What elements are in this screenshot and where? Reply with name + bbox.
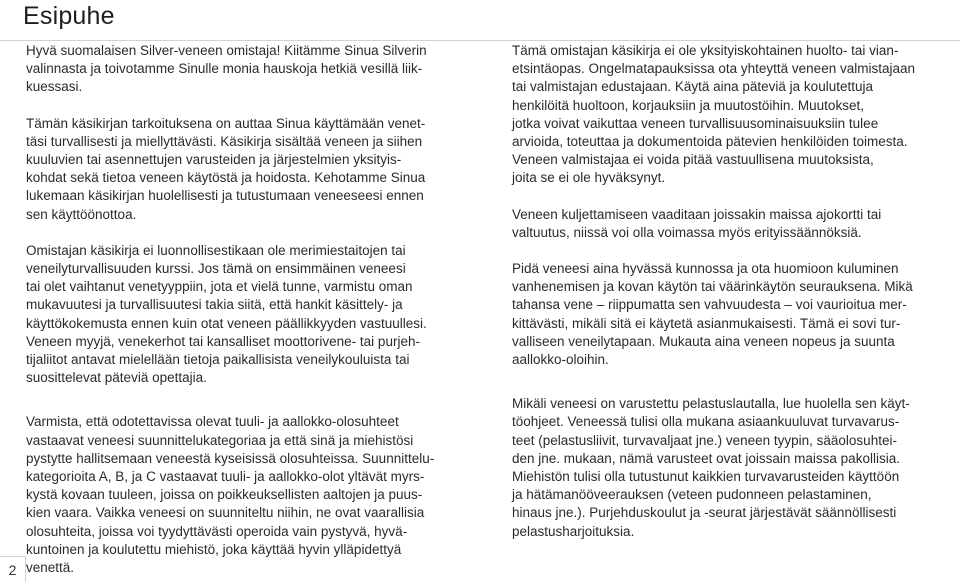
- text-line: tai valmistajan edustajaan. Käytä aina päteviä ja koulutettuja: [512, 79, 873, 95]
- text-line: tai olet vaihtanut venetyyppiin, jota et vielä tunne, varmistu oman: [26, 279, 413, 295]
- text-line: sen käyttöönottoa.: [26, 206, 137, 222]
- paragraph-safety-equipment: [512, 395, 960, 541]
- paragraph-condition: [512, 260, 960, 369]
- text-line: kategorioita A, B, ja C vastaavat tuuli- ja aallokko-olot yltävät myrs-: [26, 469, 425, 485]
- right-column: [512, 42, 960, 541]
- text-line: valinnasta ja toivotamme Sinulle monia hauskoja hetkiä vesillä liik-: [26, 61, 423, 77]
- text-line: ja hätämanööveerauksen (veteen pudonneen pelastaminen,: [512, 487, 872, 503]
- text-line: Tämän käsikirjan tarkoituksena on auttaa Sinua käyttämään venet-: [26, 115, 426, 131]
- paragraph-training: [26, 242, 478, 388]
- text-line: pelastusharjoituksia.: [512, 523, 635, 539]
- text-line: täsi turvallisesti ja miellyttävästi. Käsikirja sisältää veneen ja siihen: [26, 133, 423, 149]
- text-line: valtuutus, niissä voi olla voimassa myös erityissäännöksiä.: [512, 224, 862, 240]
- page-header: [0, 0, 960, 41]
- text-line: kuntoinen ja koulutettu miehistö, joka käyttää hyvin ylläpidettyä: [26, 541, 402, 557]
- text-line: joita se ei ole hyväksynyt.: [512, 170, 666, 186]
- text-line: aallokko-oloihin.: [512, 352, 609, 368]
- text-line: suosittelevat päteviä opettajia.: [26, 370, 207, 386]
- page-number: 2: [0, 556, 26, 582]
- text-line: veneilyturvallisuuden kurssi. Jos tämä on ensimmäinen veneesi: [26, 261, 406, 277]
- text-line: tahansa vene – riippumatta sen vahvuudesta – voi vaurioitua mer-: [512, 297, 907, 313]
- text-line: kittävästi, mikäli sitä ei käytetä asianmukaisesti. Tämä ei sovi tur-: [512, 315, 901, 331]
- text-line: kuessasi.: [26, 79, 83, 95]
- paragraph-design-category: [26, 413, 478, 577]
- text-line: jotka voivat vaikuttaa veneen turvallisuusominaisuuksiin tulee: [512, 115, 879, 131]
- text-line: Veneen myyjä, venekerhot tai kansalliset moottorivene- tai purjeh-: [26, 333, 420, 349]
- paragraph-maintenance: [512, 42, 960, 188]
- left-column: [26, 42, 478, 577]
- text-line: tijaliitot antavat mielellään tietoja paikallisista veneilykouluista tai: [26, 352, 410, 368]
- text-line: mukavuutesi ja turvallisuutesi takia siitä, että hankit käsittely- ja: [26, 297, 403, 313]
- paragraph-purpose: [26, 115, 478, 224]
- text-line: olosuhteita, joissa voi tyydyttävästi operoida vain pystyvä, hyvä-: [26, 523, 408, 539]
- text-line: Veneen kuljettamiseen vaaditaan joissakin maissa ajokortti tai: [512, 206, 882, 222]
- text-line: kuuluvien tai asennettujen varusteiden ja järjestelmien yksityis-: [26, 152, 402, 168]
- text-line: Hyvä suomalaisen Silver-veneen omistaja! Kiitämme Sinua Silverin: [26, 43, 427, 58]
- text-line: lukemaan käsikirjan huolellisesti ja tutustumaan veneeseesi ennen: [26, 188, 424, 204]
- text-line: venettä.: [26, 560, 75, 576]
- text-line: käyttökokemusta ennen kuin otat veneen päällikkyyden vastuullesi.: [26, 315, 427, 331]
- text-line: valliseen veneilytapaan. Mukauta aina veneen nopeus ja suunta: [512, 333, 895, 349]
- text-line: kystä kovaan tuuleen, joissa on poikkeuksellisten aaltojen ja puus-: [26, 487, 423, 503]
- text-line: den jne. mukaan, nämä varusteet ovat joissain maissa pakollisia.: [512, 450, 900, 466]
- text-line: kohdat sekä tietoa veneen käytöstä ja hoidosta. Kehotamme Sinua: [26, 170, 426, 186]
- text-line: vanhenemisen ja kovan käytön tai väärinkäytön seurauksena. Mikä: [512, 279, 913, 295]
- text-line: Miehistön tulisi olla tutustunut kaikkien turvavarusteiden käyttöön: [512, 469, 900, 485]
- text-line: pystytte hallitsemaan veneestä kyseisissä olosuhteissa. Suunnittelu-: [26, 450, 435, 466]
- text-line: Omistajan käsikirja ei luonnollisestikaan ole merimiestaitojen tai: [26, 242, 406, 258]
- text-line: kien vaara. Vaikka veneesi on suunniteltu niihin, ne ovat vaarallisia: [26, 505, 425, 521]
- text-line: Tämä omistajan käsikirja ei ole yksityiskohtainen huolto- tai vian-: [512, 43, 899, 58]
- text-line: vastaavat veneesi suunnittelukategoriaa ja että sinä ja miehistösi: [26, 432, 414, 448]
- text-line: etsintäopas. Ongelmatapauksissa ota yhteyttä veneen valmistajaan: [512, 61, 915, 77]
- text-line: Mikäli veneesi on varustettu pelastuslautalla, lue huolella sen käyt-: [512, 396, 910, 412]
- text-line: Varmista, että odotettavissa olevat tuuli- ja aallokko-olosuhteet: [26, 414, 399, 430]
- text-line: töohjeet. Veneessä tulisi olla mukana asiaankuuluvat turvavarus-: [512, 414, 900, 430]
- page-title: Esipuhe: [23, 2, 115, 30]
- paragraph-greeting: [26, 42, 478, 97]
- paragraph-license: [512, 206, 960, 242]
- text-line: Pidä veneesi aina hyvässä kunnossa ja ota huomioon kuluminen: [512, 261, 899, 277]
- text-line: henkilöitä huoltoon, korjauksiin ja muutostöihin. Muutokset,: [512, 97, 864, 113]
- text-line: Veneen valmistajaa ei voida pitää vastuullisena muutoksista,: [512, 152, 874, 168]
- text-line: arvioida, toteuttaa ja dokumentoida pätevien henkilöiden toimesta.: [512, 134, 908, 150]
- text-line: hinaus jne.). Purjehduskoulut ja -seurat järjestävät säännöllisesti: [512, 505, 897, 521]
- text-line: teet (pelastusliivit, turvavaljaat jne.) veneen tyypin, sääolosuhtei-: [512, 432, 897, 448]
